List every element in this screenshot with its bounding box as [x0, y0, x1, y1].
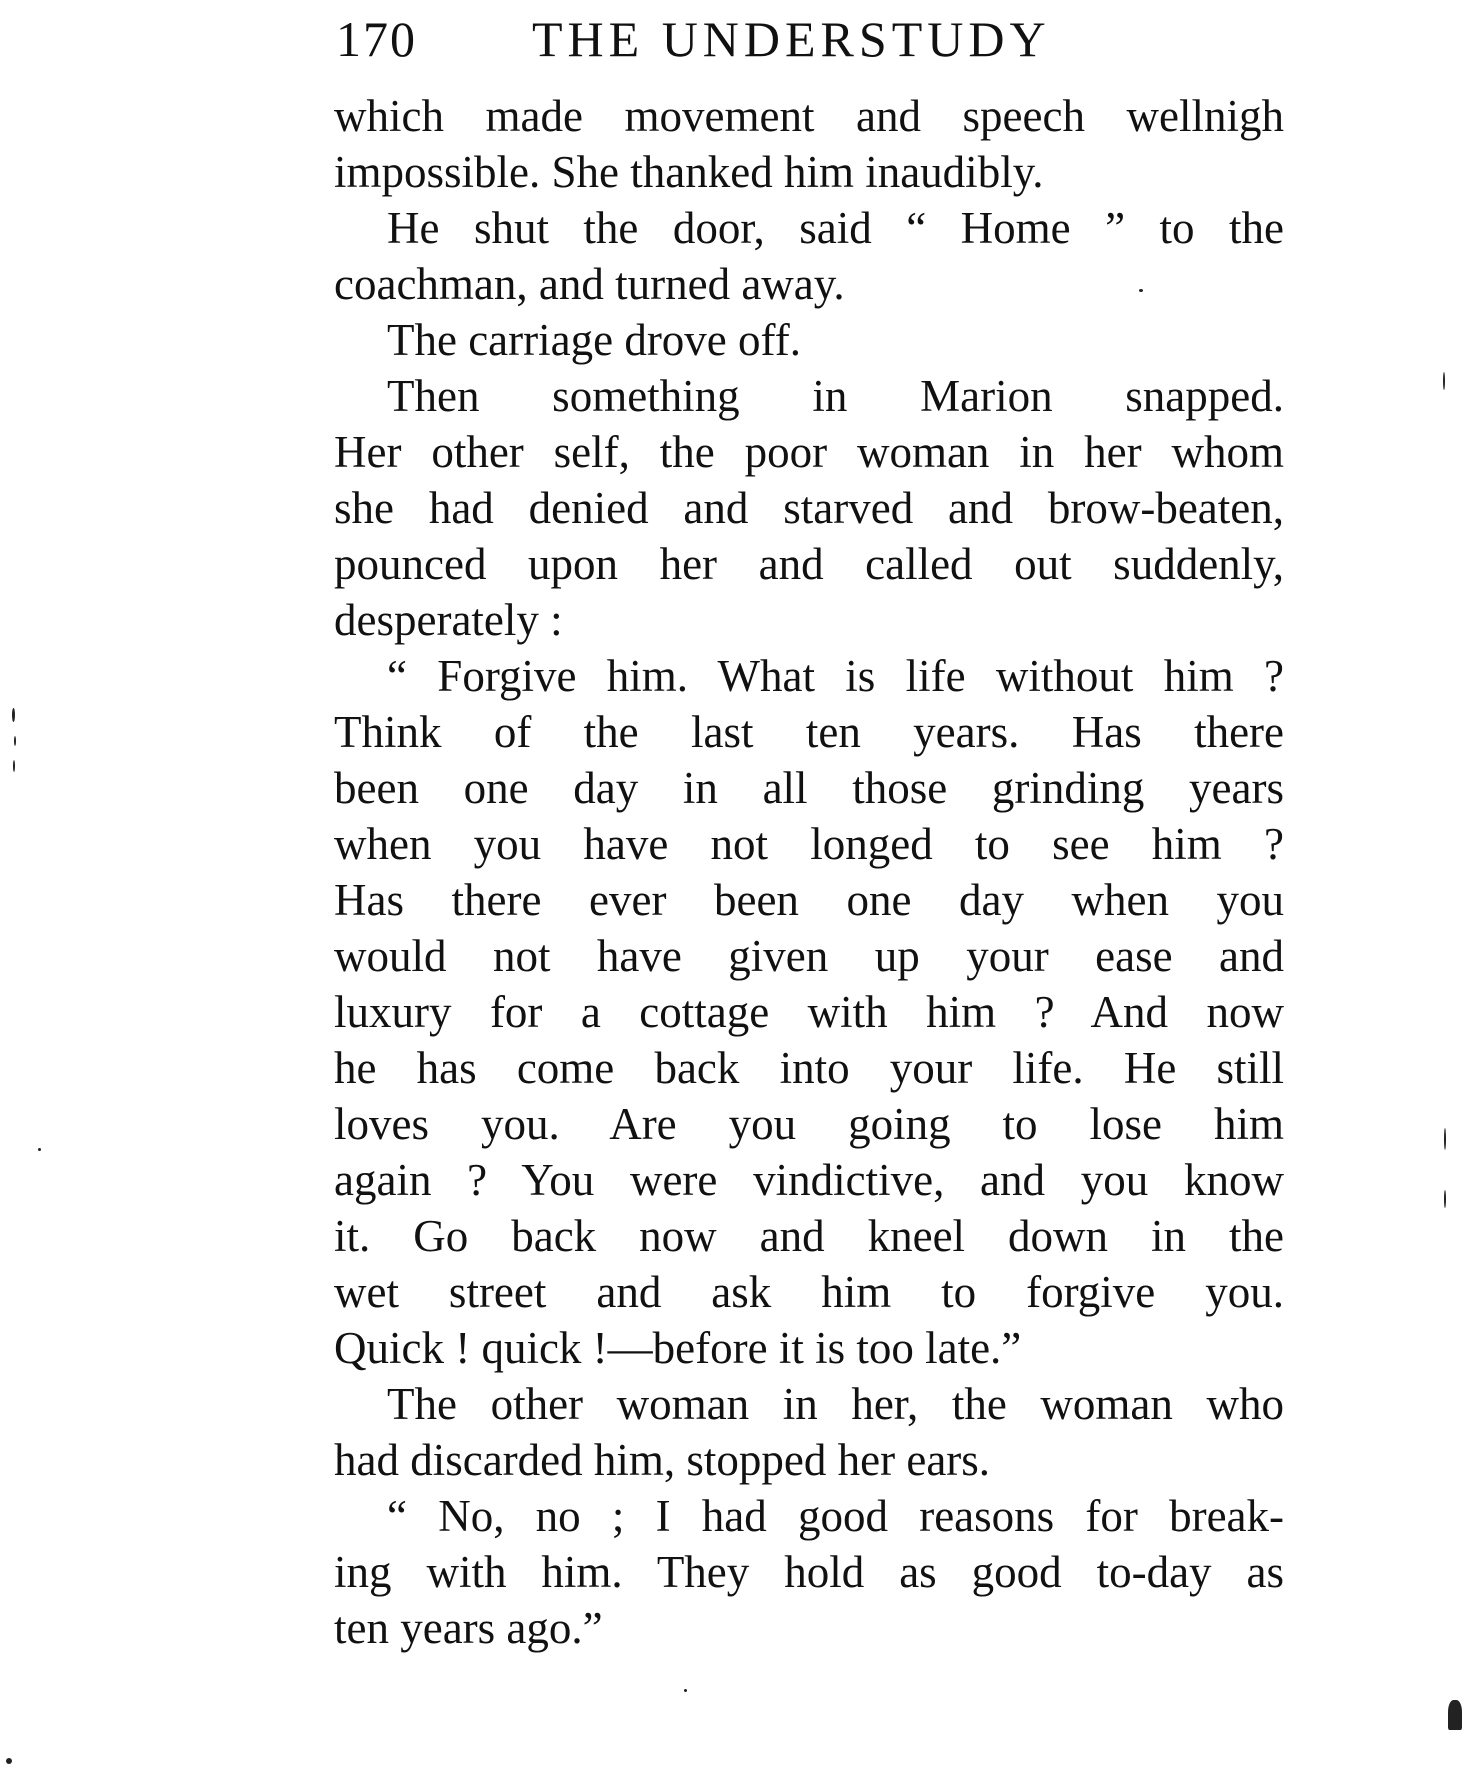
scan-speck	[38, 1148, 41, 1151]
scan-speck	[12, 708, 15, 722]
text-line: Then something in Marion snapped.	[387, 371, 1284, 421]
text-line: ten years ago.”	[334, 1603, 603, 1653]
text-line: it. Go back now and kneel down in the	[334, 1211, 1284, 1261]
text-line: when you have not longed to see him ?	[334, 819, 1284, 869]
page-number: 170	[336, 11, 417, 67]
text-line: desperately :	[334, 595, 563, 645]
running-head	[336, 6, 1286, 72]
text-line: Her other self, the poor woman in her whom	[334, 427, 1284, 477]
text-line: again ? You were vindictive, and you know	[334, 1155, 1284, 1205]
text-line: loves you. Are you going to lose him	[334, 1099, 1284, 1149]
text-line: ing with him. They hold as good to-day as	[334, 1547, 1284, 1597]
text-line: Quick ! quick !—before it is too late.”	[334, 1323, 1022, 1373]
scan-speck	[6, 1758, 12, 1764]
running-title: THE UNDERSTUDY	[532, 11, 1051, 67]
text-line: “ Forgive him. What is life without him ?	[387, 651, 1284, 701]
text-line: He shut the door, said “ Home ” to the	[387, 203, 1284, 253]
text-line: The other woman in her, the woman who	[387, 1379, 1284, 1429]
text-line: The carriage drove off.	[387, 315, 801, 365]
text-line: had discarded him, stopped her ears.	[334, 1435, 991, 1485]
text-line: she had denied and starved and brow-beaten,	[334, 483, 1284, 533]
text-line: would not have given up your ease and	[334, 931, 1284, 981]
scan-speck	[1444, 1128, 1446, 1150]
scan-speck	[13, 760, 15, 772]
text-line: Think of the last ten years. Has there	[334, 707, 1284, 757]
text-line: luxury for a cottage with him ? And now	[334, 987, 1284, 1037]
text-line: pounced upon her and called out suddenly,	[334, 539, 1284, 589]
scan-speck	[1139, 289, 1143, 292]
text-line: been one day in all those grinding years	[334, 763, 1284, 813]
scan-speck	[684, 1689, 687, 1692]
text-line: impossible. She thanked him inaudibly.	[334, 147, 1044, 197]
scan-speck	[1444, 1190, 1446, 1208]
scan-speck	[1443, 372, 1445, 390]
text-line: coachman, and turned away.	[334, 259, 845, 309]
text-line: he has come back into your life. He still	[334, 1043, 1284, 1093]
text-line: “ No, no ; I had good reasons for break-	[387, 1491, 1284, 1541]
text-line: wet street and ask him to forgive you.	[334, 1267, 1284, 1317]
scan-speck	[1448, 1700, 1462, 1730]
text-line: Has there ever been one day when you	[334, 875, 1284, 925]
body-text	[334, 88, 1284, 1656]
scan-speck	[14, 736, 16, 746]
text-line: which made movement and speech wellnigh	[334, 91, 1284, 141]
